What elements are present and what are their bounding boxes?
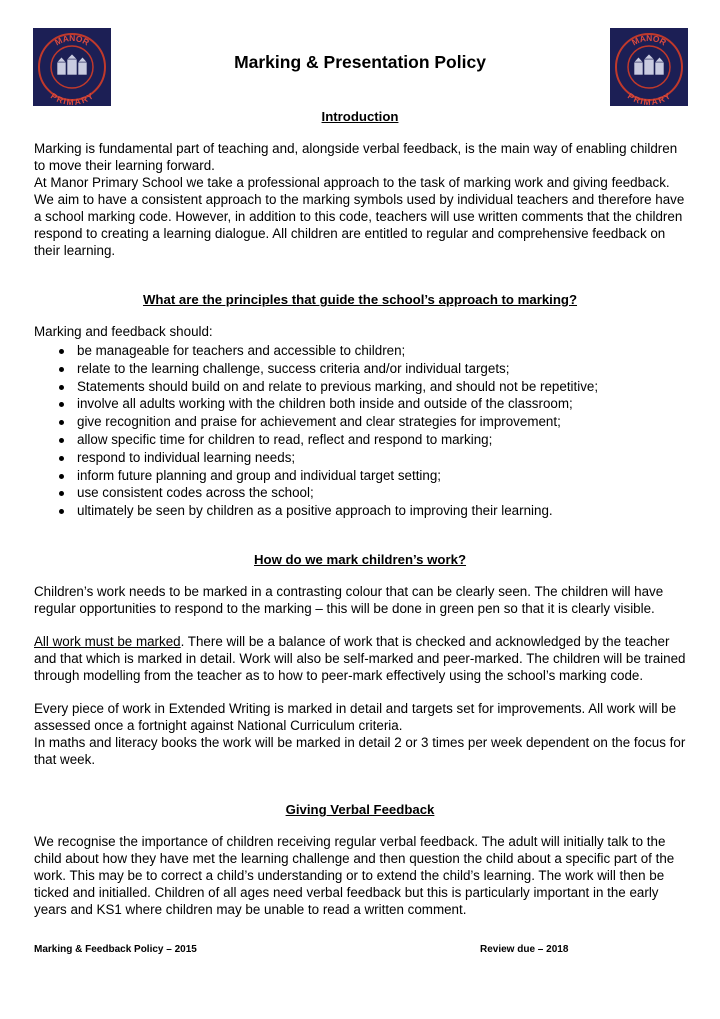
verbal-feedback-heading: Giving Verbal Feedback — [285, 802, 435, 817]
how-mark-paragraph-1: Children’s work needs to be marked in a contrasting colour that can be clearly seen. The children will have regular opportunities to respond to the marking – this will be done in green pen so that it is clearly visible. — [34, 584, 664, 616]
list-item: relate to the learning challenge, success criteria and/or individual targets; — [34, 360, 694, 378]
principles-intro: Marking and feedback should: — [34, 324, 213, 339]
list-item: respond to individual learning needs; — [34, 449, 694, 467]
list-item: give recognition and praise for achievement and clear strategies for improvement; — [34, 413, 694, 431]
list-item: be manageable for teachers and accessible to children; — [34, 342, 694, 360]
footer-policy-date: Marking & Feedback Policy – 2015 — [34, 944, 197, 955]
page-title: Marking & Presentation Policy — [234, 52, 486, 72]
principles-heading: What are the principles that guide the school’s approach to marking? — [142, 292, 578, 307]
how-mark-paragraph-2-rest: . There will be a balance of work that is checked and acknowledged by the teacher and that which is marked in detail. Work will also be self-marked and peer-marked. The children will be trained through modelling from the teacher as to how to peer-mark effectively using the school’s marking code. — [34, 634, 686, 683]
list-item: Statements should build on and relate to previous marking, and should not be repetitive; — [34, 378, 694, 396]
logo-top-text: MANOR — [53, 32, 92, 48]
list-item: inform future planning and group and individual target setting; — [34, 467, 694, 485]
how-mark-paragraph-4: In maths and literacy books the work will be marked in detail 2 or 3 times per week dependent on the focus for that week. — [34, 735, 686, 767]
how-mark-paragraph-2 — [34, 634, 690, 685]
introduction-paragraph-2: At Manor Primary School we take a professional approach to the task of marking work and giving feedback. We aim to have a consistent approach to the marking symbols used by individual teachers and therefore have a school marking code. However, in addition to this code, teachers will use written comments that the children respond to creating a learning dialogue. All children are entitled to regular and comprehensive feedback on their learning. — [34, 175, 685, 258]
list-item: ultimately be seen by children as a positive approach to improving their learning. — [34, 502, 694, 520]
logo-bottom-text: PRIMARY — [625, 90, 673, 106]
how-mark-paragraph-3: Every piece of work in Extended Writing is marked in detail and targets set for improvements. All work will be assessed once a fortnight against National Curriculum criteria. — [34, 701, 677, 733]
logo-bottom-text: PRIMARY — [48, 90, 96, 106]
introduction-heading: Introduction — [321, 109, 399, 124]
how-mark-heading: How do we mark children’s work? — [253, 552, 467, 567]
verbal-feedback-paragraph: We recognise the importance of children receiving regular verbal feedback. The adult will initially talk to the child about how they have met the learning challenge and then question the child about a specific part of the work. This may be to correct a child’s understanding or to extend the child’s learning. The work will then be ticked and initialled. Children of all ages need verbal feedback but this is particularly important in the early years and KS1 where children may be unable to read a written comment. — [34, 834, 675, 917]
principles-list — [34, 342, 694, 520]
list-item: use consistent codes across the school; — [34, 484, 694, 502]
logo-top-text: MANOR — [630, 32, 669, 48]
list-item: involve all adults working with the children both inside and outside of the classroom; — [34, 395, 694, 413]
school-logo-right — [610, 28, 688, 106]
list-item: allow specific time for children to read, reflect and respond to marking; — [34, 431, 694, 449]
footer-review-date: Review due – 2018 — [480, 944, 569, 955]
all-work-marked-text: All work must be marked — [34, 634, 181, 649]
introduction-paragraph-1: Marking is fundamental part of teaching and, alongside verbal feedback, is the main way of enabling children to move their learning forward. — [34, 141, 678, 173]
